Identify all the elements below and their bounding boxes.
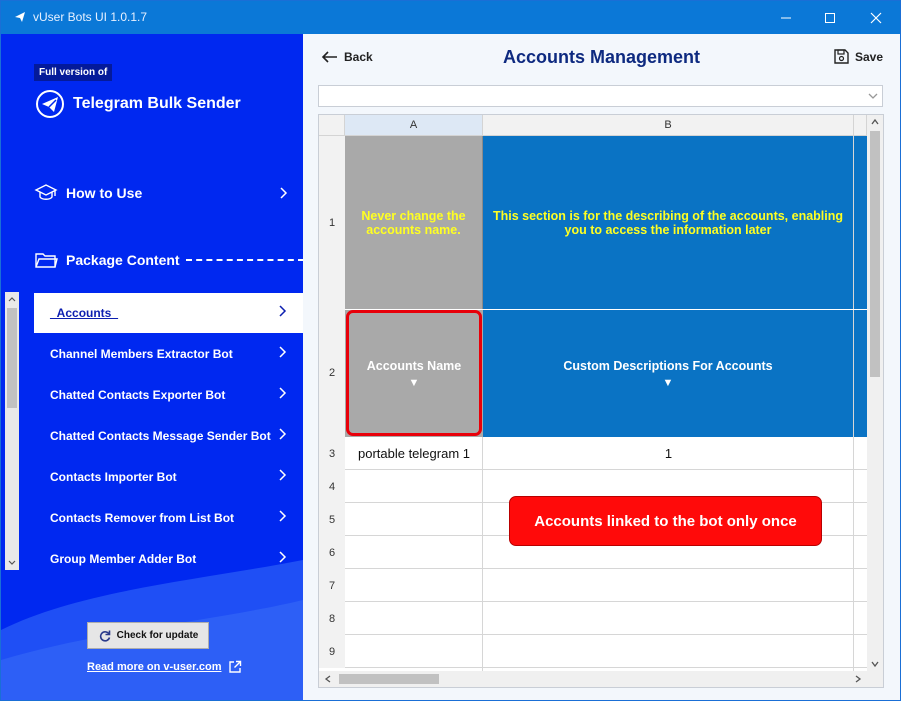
chevron-right-icon xyxy=(280,186,288,200)
row-header-5[interactable]: 5 xyxy=(319,503,345,536)
window-title: vUser Bots UI 1.0.1.7 xyxy=(33,10,148,24)
grid-line xyxy=(482,437,483,671)
column-header-a[interactable]: A xyxy=(345,115,483,136)
row-header-8[interactable]: 8 xyxy=(319,602,345,635)
scroll-down-icon xyxy=(5,556,19,570)
horizontal-scroll-thumb[interactable] xyxy=(339,674,439,684)
menu-item-label: _Accounts_ xyxy=(50,306,119,320)
scroll-right-icon xyxy=(851,671,865,687)
app-icon xyxy=(13,10,27,24)
back-label: Back xyxy=(344,50,373,64)
folder-icon xyxy=(34,250,58,270)
menu-item-label: Channel Members Extractor Bot xyxy=(50,347,233,361)
package-content-header xyxy=(34,247,303,273)
chevron-right-icon xyxy=(279,386,287,400)
minimize-button[interactable] xyxy=(763,1,809,34)
page-title: Accounts Management xyxy=(502,47,701,67)
vertical-scroll-thumb[interactable] xyxy=(870,131,880,377)
cell-a3[interactable]: portable telegram 1 xyxy=(357,446,470,461)
grid-vertical-scrollbar[interactable] xyxy=(867,115,883,671)
menu-item-label: Chatted Contacts Exporter Bot xyxy=(50,388,226,402)
menu-item-accounts[interactable] xyxy=(34,293,303,333)
menu-item-chatted-contacts-exporter[interactable] xyxy=(34,375,303,415)
close-icon xyxy=(870,12,882,24)
chevron-right-icon xyxy=(279,345,287,359)
grid-line xyxy=(345,634,867,635)
menu-item-label: Group Member Adder Bot xyxy=(50,552,197,566)
menu-item-label: Contacts Remover from List Bot xyxy=(50,511,235,525)
package-content-label: Package Content xyxy=(66,252,180,268)
column-header-c[interactable] xyxy=(854,115,867,136)
row-header-4[interactable]: 4 xyxy=(319,470,345,503)
brand xyxy=(34,88,241,120)
save-button[interactable] xyxy=(833,48,883,65)
grid-horizontal-scrollbar[interactable] xyxy=(319,671,883,687)
scroll-left-icon xyxy=(321,671,335,687)
combo-arrow[interactable] xyxy=(864,86,882,106)
sidebar xyxy=(1,34,303,700)
chevron-right-icon xyxy=(279,304,287,318)
spreadsheet-grid[interactable] xyxy=(318,114,884,688)
cell-b2[interactable] xyxy=(483,310,854,437)
chevron-down-icon xyxy=(868,92,878,100)
grid-line xyxy=(345,601,867,602)
dropdown-arrow-icon[interactable]: ▼ xyxy=(408,376,420,389)
telegram-logo-icon xyxy=(34,88,66,120)
column-header-b[interactable]: B xyxy=(483,115,854,136)
cell-b2-label: Custom Descriptions For Accounts xyxy=(563,358,773,373)
scroll-down-icon xyxy=(867,657,883,671)
cell-c2[interactable] xyxy=(854,310,867,437)
menu-item-label: Chatted Contacts Message Sender Bot xyxy=(50,429,271,443)
scroll-up-icon xyxy=(867,115,883,129)
how-to-use-link[interactable] xyxy=(34,180,303,206)
refresh-icon xyxy=(98,629,112,643)
save-label: Save xyxy=(855,49,884,64)
minimize-icon xyxy=(780,12,792,24)
row-header-6[interactable]: 6 xyxy=(319,536,345,569)
chevron-right-icon xyxy=(279,427,287,441)
title-bar xyxy=(1,1,900,34)
row-header-7[interactable]: 7 xyxy=(319,569,345,602)
chevron-right-icon xyxy=(279,550,287,564)
sidebar-scroll-thumb[interactable] xyxy=(7,308,17,408)
cell-b1[interactable]: This section is for the describing of the accounts, enabling you to access the information later xyxy=(483,136,854,309)
row-header-1[interactable]: 1 xyxy=(319,136,345,309)
cell-c1[interactable] xyxy=(854,136,867,309)
menu-item-channel-members-extractor[interactable] xyxy=(34,334,303,374)
menu-item-group-member-adder[interactable] xyxy=(34,539,303,579)
maximize-button[interactable] xyxy=(807,1,853,34)
full-version-badge: Full version of xyxy=(34,64,112,81)
maximize-icon xyxy=(824,12,836,24)
accounts-linked-callout: Accounts linked to the bot only once xyxy=(509,496,822,546)
external-link-icon xyxy=(228,660,242,674)
select-all-corner[interactable] xyxy=(319,115,345,136)
cell-b3[interactable]: 1 xyxy=(664,446,673,461)
grid-line xyxy=(345,568,867,569)
row-header-3[interactable]: 3 xyxy=(319,437,345,470)
row-header-9[interactable]: 9 xyxy=(319,635,345,668)
close-button[interactable] xyxy=(853,1,899,34)
sheet-selector-dropdown[interactable] xyxy=(318,85,883,107)
how-to-use-label: How to Use xyxy=(66,185,143,201)
brand-name: Telegram Bulk Sender xyxy=(73,95,241,112)
package-divider xyxy=(186,259,303,261)
menu-item-label: Contacts Importer Bot xyxy=(50,470,177,484)
read-more-link[interactable] xyxy=(87,660,242,674)
cell-a2-label: Accounts Name xyxy=(366,358,462,373)
cell-a1[interactable]: Never change the accounts name. xyxy=(345,136,483,309)
save-icon xyxy=(833,48,850,65)
check-for-update-button[interactable] xyxy=(87,622,209,649)
grid-line xyxy=(853,437,854,671)
read-more-label: Read more on v-user.com xyxy=(87,661,222,673)
main-panel xyxy=(303,34,900,700)
dropdown-arrow-icon[interactable]: ▼ xyxy=(662,376,674,389)
check-for-update-label: Check for update xyxy=(116,630,199,641)
menu-item-contacts-importer[interactable] xyxy=(34,457,303,497)
accounts-name-highlight xyxy=(346,310,482,436)
grid-line xyxy=(345,469,867,470)
chevron-right-icon xyxy=(279,468,287,482)
sidebar-scrollbar[interactable] xyxy=(5,292,19,570)
grid-line xyxy=(345,667,867,668)
menu-item-contacts-remover[interactable] xyxy=(34,498,303,538)
row-header-2[interactable]: 2 xyxy=(319,309,345,437)
graduation-cap-icon xyxy=(34,183,58,203)
menu-item-chatted-contacts-message-sender[interactable] xyxy=(34,416,303,456)
chevron-right-icon xyxy=(279,509,287,523)
scroll-up-icon xyxy=(5,292,19,306)
